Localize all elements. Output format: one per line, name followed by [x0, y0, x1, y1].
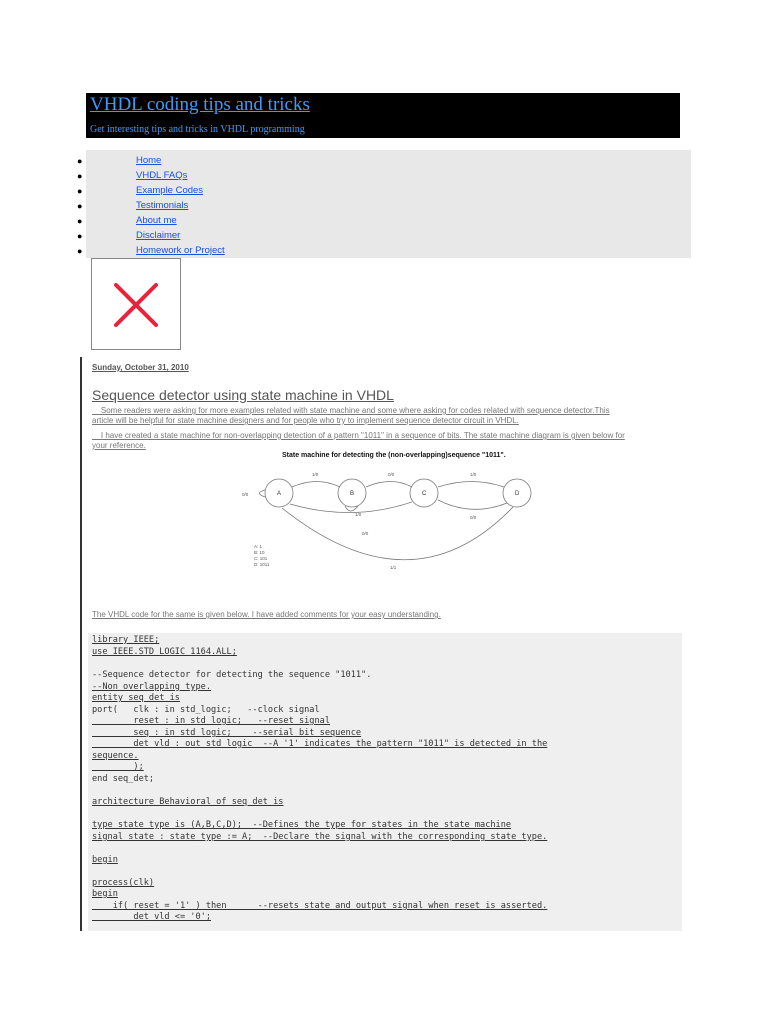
edge-label: 0/0: [470, 515, 477, 520]
bullet-icon: ●: [77, 186, 83, 196]
bullet-icon: ●: [77, 171, 83, 181]
edge-c-d: [438, 482, 504, 488]
code-line: use IEEE.STD_LOGIC_1164.ALL;: [92, 647, 237, 657]
code-line: det_vld : out std_logic --A '1' indicates the pattern "1011" is detected in the: [92, 739, 548, 749]
nav-item-home: [77, 155, 386, 170]
edge-label: 1/0: [470, 472, 477, 477]
post-paragraph-1: [92, 406, 680, 426]
edge-a-self: [260, 490, 266, 497]
close-icon: [92, 259, 180, 349]
edge-label: 0/0: [388, 472, 395, 477]
state-label: B: [350, 491, 355, 497]
nav-item-faqs: [77, 170, 386, 185]
code-line: reset : in std_logic; --reset signal: [92, 716, 330, 726]
code-line: library IEEE;: [92, 635, 160, 645]
post-paragraph-2: [92, 431, 680, 451]
edge-label: 1/0: [355, 512, 362, 517]
edge-label: 1/0: [312, 472, 319, 477]
code-line: begin: [92, 855, 118, 865]
code-line: if( reset = '1' ) then --resets state and output signal when reset is asserted.: [92, 901, 548, 911]
paragraph-line: article will be helpful for state machine designers and for people who try to implement sequence detector circuit in VHDL.: [92, 416, 519, 425]
state-label: D: [515, 491, 520, 497]
code-line: );: [92, 762, 144, 772]
code-line: seq : in std_logic; --serial bit sequence: [92, 728, 362, 738]
blog-header: [86, 93, 680, 138]
nav-link-faqs[interactable]: VHDL FAQs: [136, 170, 188, 181]
post-date: Sunday, October 31, 2010: [92, 363, 189, 372]
nav-link-disclaimer[interactable]: Disclaimer: [136, 230, 181, 241]
blog-post: [80, 357, 682, 931]
nav-menu: [77, 150, 691, 258]
legend-entry: C: 101: [254, 556, 268, 561]
code-line: entity seq_det is: [92, 693, 180, 703]
state-machine-diagram: [242, 452, 542, 582]
legend-entry: D: 1011: [254, 562, 270, 567]
code-line: --Sequence detector for detecting the sequence "1011".: [92, 670, 372, 680]
diagram-caption: State machine for detecting the (non-overlapping)sequence "1011".: [282, 452, 506, 459]
code-line: begin: [92, 889, 118, 899]
edge-b-c: [366, 482, 412, 488]
paragraph-line: I have created a state machine for non-overlapping detection of a pattern "1011" in a sequence of bits. The state machine diagram is given below for: [92, 431, 625, 440]
legend-entry: A: 1: [254, 544, 263, 549]
code-line: sequence.: [92, 751, 139, 761]
code-line: det_vld <= '0';: [92, 912, 211, 922]
nav-link-home[interactable]: Home: [136, 155, 162, 166]
edge-d-a: [282, 507, 513, 560]
code-line: port( clk : in std_logic; --clock signal: [92, 705, 320, 715]
code-line: signal state : state_type := A; --Declare the signal with the corresponding state type.: [92, 832, 548, 842]
site-description: Get interesting tips and tricks in VHDL programming: [90, 124, 305, 135]
bullet-icon: ●: [77, 201, 83, 211]
nav-link-testimonials[interactable]: Testimonials: [136, 200, 189, 211]
code-intro-text: The VHDL code for the same is given below. I have added comments for your easy understanding.: [92, 610, 441, 619]
paragraph-line: Some readers were asking for more examples related with state machine and some where asking for codes related with sequence detector.This: [92, 406, 610, 415]
edge-a-b: [292, 482, 340, 488]
nav-link-about[interactable]: About me: [136, 215, 177, 226]
code-line: process(clk): [92, 878, 155, 888]
bullet-icon: ●: [77, 156, 83, 166]
state-label: C: [422, 491, 427, 497]
edge-label: 0/0: [362, 531, 369, 536]
nav-link-example-codes[interactable]: Example Codes: [136, 185, 204, 196]
state-label: A: [277, 491, 282, 497]
legend-entry: B: 10: [254, 550, 265, 555]
edge-label: 1/1: [390, 565, 397, 570]
nav-item-disclaimer: [77, 230, 386, 245]
bullet-icon: ●: [77, 246, 83, 256]
post-title-link[interactable]: Sequence detector using state machine in VHDL: [92, 387, 394, 403]
code-line: architecture Behavioral of seq_det is: [92, 797, 284, 807]
paragraph-line: your reference.: [92, 441, 146, 450]
nav-link-homework[interactable]: Homework or Project: [136, 245, 225, 256]
nav-item-about: [77, 215, 386, 230]
broken-image: [91, 258, 181, 350]
bullet-icon: ●: [77, 231, 83, 241]
nav-item-testimonials: [77, 200, 386, 215]
code-line: end seq_det;: [92, 774, 155, 784]
code-block: [88, 633, 682, 931]
code-line: --Non overlapping type.: [92, 682, 211, 692]
code-line: type state_type is (A,B,C,D); --Defines the type for states in the state machine: [92, 820, 512, 830]
site-title-link[interactable]: VHDL coding tips and tricks: [90, 94, 310, 115]
edge-label: 0/0: [242, 492, 249, 497]
state-diagram-svg: [242, 452, 542, 582]
edge-d-c: [438, 500, 507, 509]
bullet-icon: ●: [77, 216, 83, 226]
nav-item-example-codes: [77, 185, 386, 200]
